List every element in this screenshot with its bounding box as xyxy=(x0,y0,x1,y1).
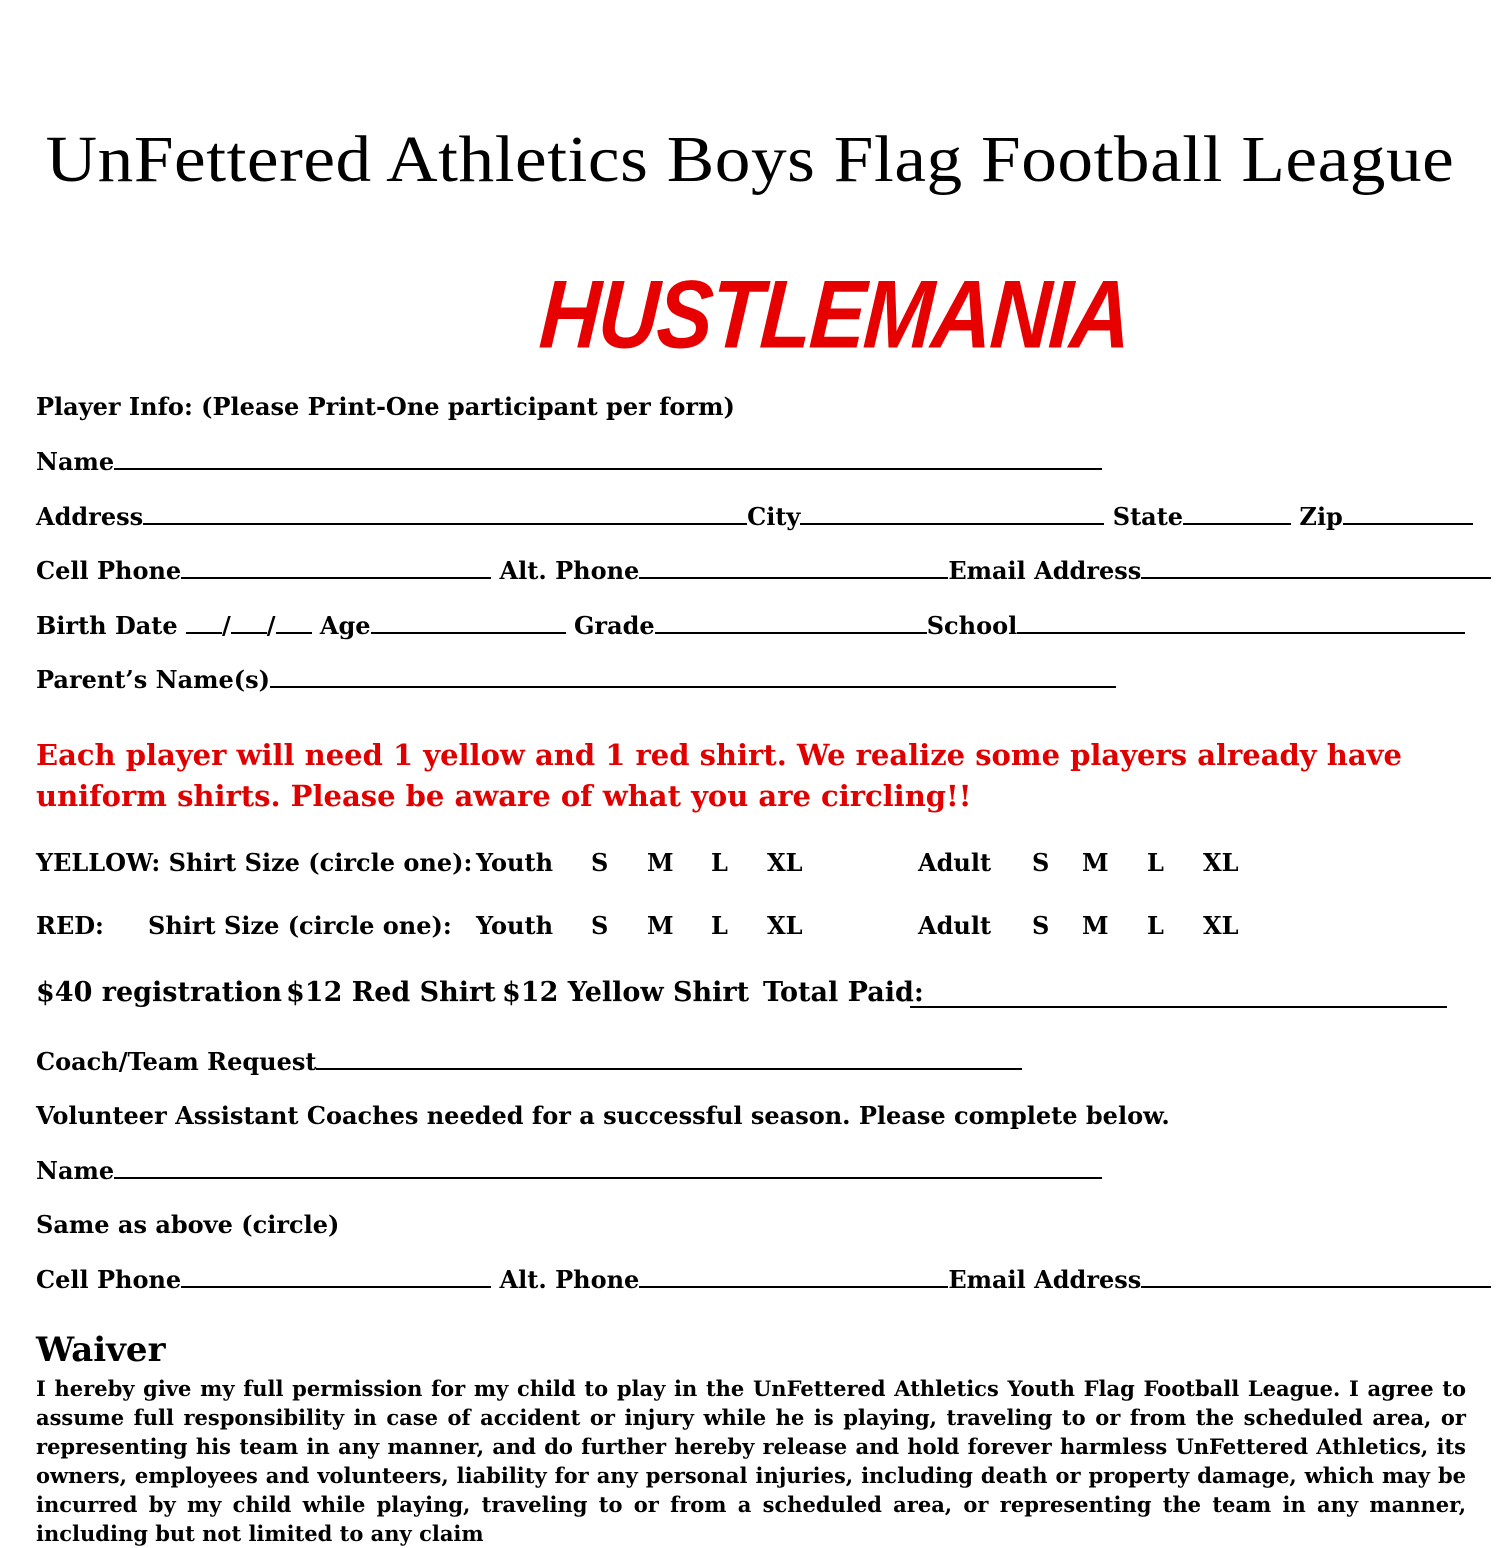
player-name-label: Name xyxy=(36,447,115,476)
age-label: Age xyxy=(319,611,371,640)
volunteer-name-field[interactable] xyxy=(114,1153,1102,1179)
alt-phone-field[interactable] xyxy=(639,553,948,579)
red-youth-size-xl[interactable]: XL xyxy=(767,911,803,940)
age-field[interactable] xyxy=(371,608,566,634)
parents-row xyxy=(36,662,1116,696)
player-name-row xyxy=(36,444,1102,478)
waiver-text: I hereby give my full permission for my child to play in the UnFettered Athletics Youth Flag Football League. I agree to assume full responsibility in case of accident or injury while he is playing, traveling to or from the scheduled area, or representing his team in any manner, and do further hereby release and hold forever harmless UnFettered Athletics, its owners, employees and volunteers, liability for any personal injuries, including death or property damage, which may be incurred by my child while playing, traveling to or from a scheduled area, or representing the team in any manner, including but not limited to any claim xyxy=(36,1376,1466,1546)
red-adult-label: Adult xyxy=(918,911,992,940)
red-size-label: Shirt Size (circle one): xyxy=(148,911,452,940)
red-youth-size-l[interactable]: L xyxy=(711,911,728,940)
total-paid-label: Total Paid: xyxy=(763,977,924,1008)
parents-field[interactable] xyxy=(270,662,1116,688)
yellow-adult-size-l[interactable]: L xyxy=(1147,848,1164,877)
coach-request-row xyxy=(36,1044,1022,1078)
red-youth-size-m[interactable]: M xyxy=(647,911,674,940)
pricing-row xyxy=(36,976,1456,1014)
zip-label: Zip xyxy=(1299,502,1343,531)
volunteer-phone-row xyxy=(36,1262,1491,1296)
registration-price: $40 registration xyxy=(36,977,283,1008)
volunteer-alt-phone-label: Alt. Phone xyxy=(499,1265,640,1294)
state-field[interactable] xyxy=(1183,499,1291,525)
red-shirt-price: $12 Red Shirt xyxy=(286,977,496,1008)
form-title: UnFettered Athletics Boys Flag Football League xyxy=(45,123,1455,196)
volunteer-name-row xyxy=(36,1153,1102,1187)
coach-request-field[interactable] xyxy=(316,1044,1022,1070)
volunteer-cell-phone-label: Cell Phone xyxy=(36,1265,182,1294)
yellow-youth-label: Youth xyxy=(476,848,554,877)
grade-label: Grade xyxy=(573,611,655,640)
same-as-above-option[interactable]: Same as above (circle) xyxy=(36,1210,340,1239)
yellow-shirt-row xyxy=(36,846,1456,880)
address-field[interactable] xyxy=(143,499,747,525)
shirt-notice: Each player will need 1 yellow and 1 red shirt. We realize some players already have uniform shirts. Please be aware of what you are circling!! xyxy=(36,738,1402,813)
yellow-adult-label: Adult xyxy=(918,848,992,877)
city-field[interactable] xyxy=(800,499,1104,525)
email-label: Email Address xyxy=(948,556,1142,585)
birth-row xyxy=(36,608,1465,642)
volunteer-cell-phone-field[interactable] xyxy=(181,1262,491,1288)
yellow-adult-size-xl[interactable]: XL xyxy=(1203,848,1239,877)
red-youth-size-s[interactable]: S xyxy=(591,911,609,940)
red-youth-label: Youth xyxy=(476,911,554,940)
total-paid-field[interactable] xyxy=(910,980,1447,1008)
birth-date-label: Birth Date xyxy=(36,611,178,640)
zip-field[interactable] xyxy=(1343,499,1473,525)
alt-phone-label: Alt. Phone xyxy=(499,556,640,585)
birth-day-field[interactable] xyxy=(231,608,267,634)
address-label: Address xyxy=(36,502,144,531)
date-separator: / xyxy=(266,611,276,640)
school-field[interactable] xyxy=(1017,608,1465,634)
waiver-heading: Waiver xyxy=(36,1330,166,1370)
red-adult-size-s[interactable]: S xyxy=(1032,911,1050,940)
yellow-youth-size-s[interactable]: S xyxy=(591,848,609,877)
yellow-youth-size-xl[interactable]: XL xyxy=(767,848,803,877)
volunteer-email-label: Email Address xyxy=(948,1265,1142,1294)
date-separator: / xyxy=(222,611,231,640)
cell-phone-label: Cell Phone xyxy=(36,556,182,585)
address-row xyxy=(36,499,1473,533)
red-adult-size-xl[interactable]: XL xyxy=(1203,911,1239,940)
yellow-shirt-label: YELLOW: Shirt Size (circle one): xyxy=(36,848,473,877)
player-info-heading: Player Info: (Please Print-One participant per form) xyxy=(36,392,735,421)
coach-request-label: Coach/Team Request xyxy=(36,1047,317,1076)
volunteer-name-label: Name xyxy=(36,1156,115,1185)
yellow-youth-size-m[interactable]: M xyxy=(647,848,674,877)
red-adult-size-m[interactable]: M xyxy=(1082,911,1109,940)
volunteer-heading: Volunteer Assistant Coaches needed for a successful season. Please complete below. xyxy=(36,1101,1170,1130)
player-name-field[interactable] xyxy=(114,444,1102,470)
email-field[interactable] xyxy=(1141,553,1491,579)
volunteer-alt-phone-field[interactable] xyxy=(639,1262,948,1288)
cell-phone-field[interactable] xyxy=(181,553,491,579)
school-label: School xyxy=(926,611,1018,640)
parents-label: Parent’s Name(s) xyxy=(36,665,270,694)
red-shirt-row xyxy=(36,909,1456,943)
yellow-shirt-price: $12 Yellow Shirt xyxy=(502,977,750,1008)
red-adult-size-l[interactable]: L xyxy=(1147,911,1164,940)
grade-field[interactable] xyxy=(655,608,927,634)
red-shirt-label: RED: xyxy=(36,911,104,940)
yellow-adult-size-m[interactable]: M xyxy=(1082,848,1109,877)
birth-year-field[interactable] xyxy=(276,608,312,634)
yellow-adult-size-s[interactable]: S xyxy=(1032,848,1050,877)
phone-row xyxy=(36,553,1491,587)
hustlemania-logo: HUSTLEMANIA xyxy=(536,259,1133,369)
city-label: City xyxy=(747,502,801,531)
birth-month-field[interactable] xyxy=(186,608,222,634)
volunteer-email-field[interactable] xyxy=(1141,1262,1491,1288)
state-label: State xyxy=(1112,502,1184,531)
yellow-youth-size-l[interactable]: L xyxy=(711,848,728,877)
